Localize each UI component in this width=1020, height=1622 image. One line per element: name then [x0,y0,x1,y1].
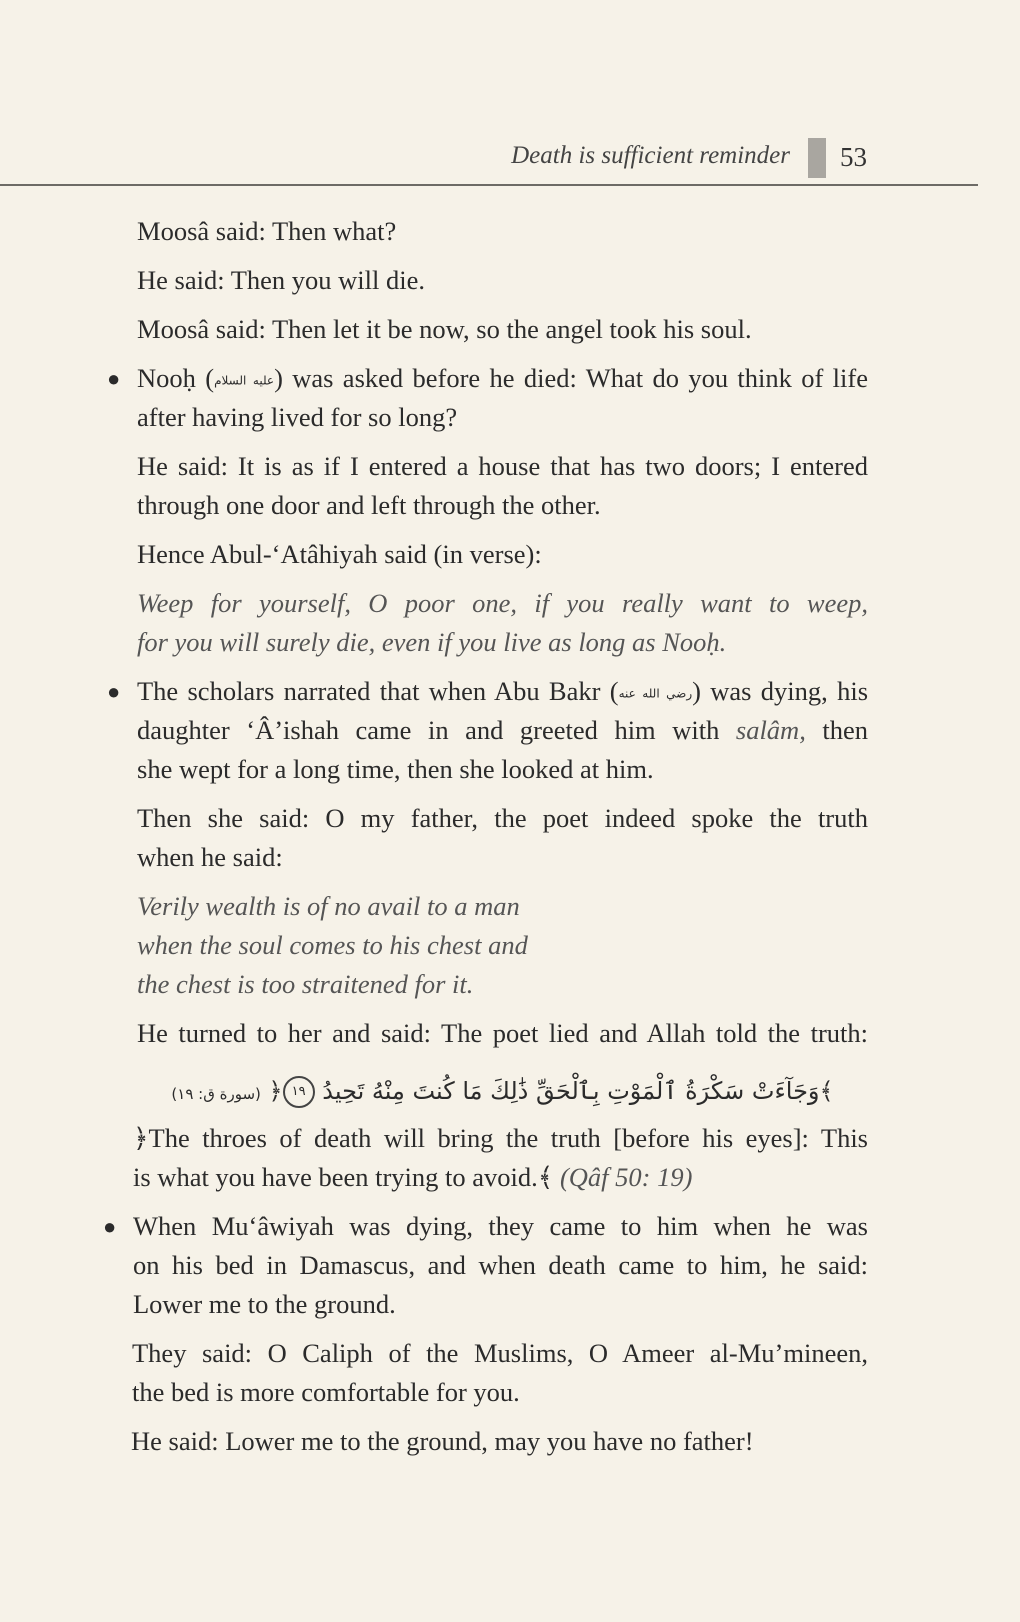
italic-term: salâm, [735,715,806,745]
text-line: Verily wealth is of no avail to a man [137,891,520,921]
bullet-icon: ● [107,679,121,704]
text-line [137,711,868,750]
text-line: Lower me to the ground. [133,1289,396,1319]
bullet-item [103,1207,868,1324]
paragraph [137,535,868,574]
text-line: when he said: [137,842,283,872]
page-number: 53 [840,142,867,172]
verse-translation [133,1119,868,1197]
page-body [103,212,869,1471]
page-header [0,138,1020,188]
text: The throes of death will bring the truth [before his eyes]: This [148,1123,868,1153]
text: then [805,715,868,745]
paragraph [131,1422,868,1461]
paragraph [137,1014,868,1053]
ornate-bracket-open: ﴾ [819,1077,834,1105]
text: ) was dying, his [692,676,869,706]
text-line [133,1158,868,1197]
verse-quote [137,584,868,662]
text: ) was asked before he died: What do you think of life [274,363,868,393]
bullet-icon: ● [103,1214,117,1239]
text-line: the chest is too straitened for it. [137,969,474,999]
text-line: when the soul comes to his chest and [137,930,528,960]
paragraph [137,447,868,525]
running-title: Death is sufficient reminder [511,142,790,169]
bullet-item [107,359,868,437]
surah-reference: (سورة ق: ١٩) [171,1085,261,1103]
text-line: He said: Lower me to the ground, may you have no father! [131,1426,754,1456]
text-line: They said: O Caliph of the Muslims, O Ameer al-Mu’mineen, [132,1338,868,1368]
text-line: the bed is more comfortable for you. [132,1377,520,1407]
text-line [137,672,868,711]
ornate-bracket-close: ﴾ [537,1162,554,1192]
text-line: after having lived for so long? [137,402,458,432]
text-line [137,359,868,398]
text: Nooḥ ( [137,363,215,393]
text: is what you have been trying to avoid. [133,1162,538,1192]
ornate-bracket-close: ﴿ [268,1077,283,1105]
verse-quote [137,887,868,1004]
text: The scholars narrated that when Abu Bakr ( [137,676,619,706]
text-line: Hence Abul-‘Atâhiyah said (in verse): [137,539,542,569]
paragraph [137,799,868,877]
quran-verse-arabic [137,1063,868,1119]
text-line: for you will surely die, even if you live as long as Nooḥ. [137,627,727,657]
text-line: she wept for a long time, then she looked at him. [137,754,654,784]
text-line: through one door and left through the other. [137,490,601,520]
text: daughter ‘Â’ishah came in and greeted him with [137,715,736,745]
verse-reference: (Qâf 50: 19) [553,1162,693,1192]
text-line: He said: It is as if I entered a house that has two doors; I entered [137,451,868,481]
paragraph [137,261,868,300]
text-line: He said: Then you will die. [137,265,426,295]
text-line: on his bed in Damascus, and when death came to him, he said: [133,1250,868,1280]
text-line: Moosâ said: Then what? [137,216,397,246]
header-tab-mark [808,138,826,178]
bullet-icon: ● [107,366,121,391]
text-line: He turned to her and said: The poet lied and Allah told the truth: [137,1018,868,1048]
honorific: عليه السلام [214,373,275,388]
verse-number-mark: ١٩ [283,1076,315,1108]
text-line: Then she said: O my father, the poet indeed spoke the truth [137,803,868,833]
header-rule [0,184,978,186]
text-line [133,1119,868,1158]
arabic-text: وَجَآءَتْ سَكْرَةُ ٱلْمَوْتِ بِٱلْحَقِّ ذَٰلِكَ مَا كُنتَ مِنْهُ تَحِيدُ [322,1077,820,1105]
ornate-bracket-open: ﴿ [133,1123,149,1153]
paragraph [132,1334,868,1412]
bullet-item [107,672,869,789]
honorific: رضي الله عنه [618,686,693,701]
paragraph [137,310,868,349]
text-line: Weep for yourself, O poor one, if you really want to weep, [137,588,868,618]
text-line: Moosâ said: Then let it be now, so the angel took his soul. [137,314,752,344]
text-line: When Mu‘âwiyah was dying, they came to him when he was [133,1211,868,1241]
paragraph [137,212,868,251]
